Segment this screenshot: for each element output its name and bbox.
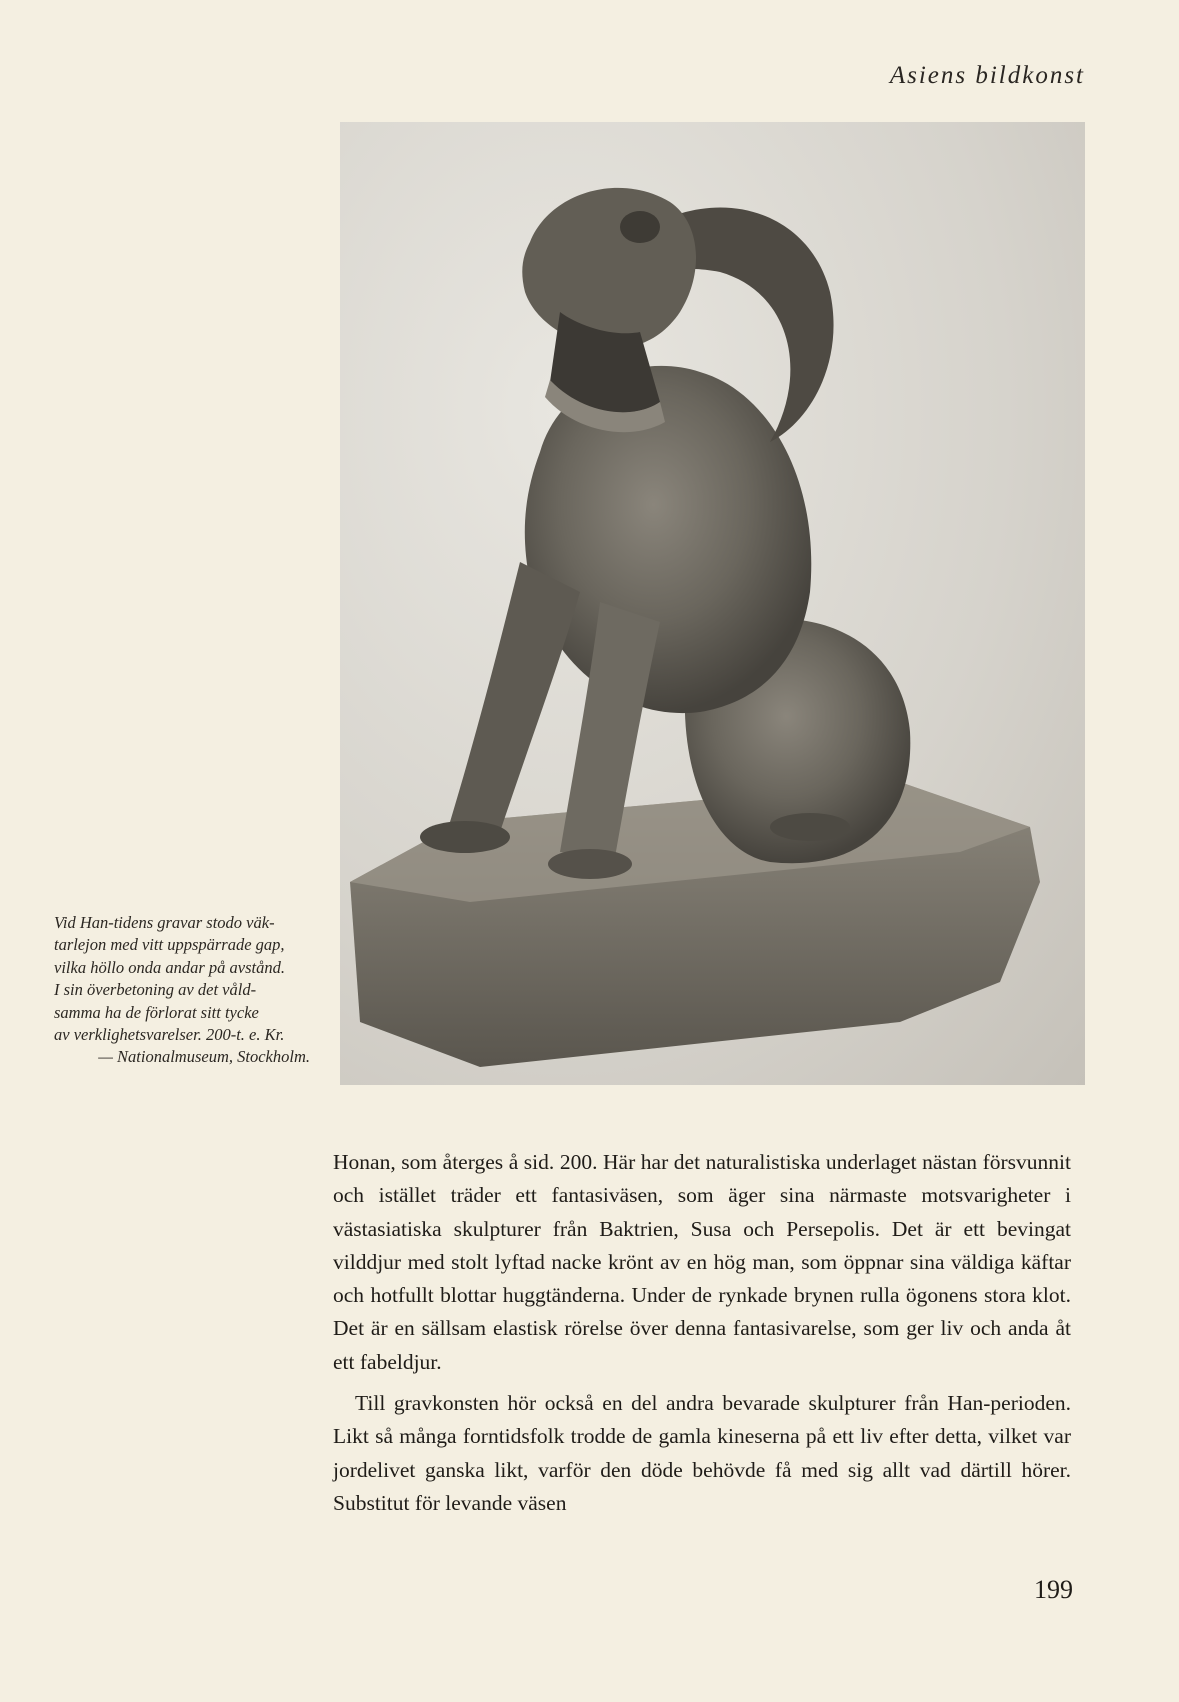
caption-line: vilka höllo onda andar på avstånd.: [54, 957, 285, 977]
paragraph: Till gravkonsten hör också en del andra bevarade skulpturer från Han-perioden. Likt så många forntidsfolk trodde de gamla kineserna på ett liv efter detta, vilket var jordelivet ganska likt, varför den döde behövde få med sig allt vad därtill hörer. Substitut för levande väsen: [333, 1391, 1071, 1515]
page-number: 199: [1034, 1575, 1073, 1604]
figure-caption: [54, 912, 310, 1069]
caption-line: I sin överbetoning av det våld-: [54, 980, 257, 1000]
caption-line: av verklighetsvarelser. 200-t. e. Kr.: [54, 1025, 285, 1045]
paragraph: Honan, som återges å sid. 200. Här har det naturalistiska underlaget nästan försvunnit och istället träder ett fantasiväsen, som äger sina närmaste motsvarigheter i västasiatiska skulpturer från Baktrien, Susa och Persepolis. Det är ett bevingat vilddjur med stolt lyftad nacke krönt av en hög man, som öppnar sina väldiga käftar och hotfullt blottar huggtänderna. Under de rynkade brynen rulla ögonens stora klot. Det är en sällsam elastisk rörelse över denna fantasivarelse, som ger liv och anda åt ett fabeldjur.: [333, 1150, 1071, 1374]
caption-line: samma ha de förlorat sitt tycke: [54, 1002, 259, 1022]
caption-line: — Nationalmuseum, Stockholm.: [98, 1047, 310, 1067]
caption-line: Vid Han-tidens gravar stodo väk-: [54, 913, 275, 932]
caption-line: tarlejon med vitt uppspärrade gap,: [54, 935, 285, 955]
running-header: Asiens bildkonst: [889, 62, 1085, 89]
lion-sculpture-image: [340, 122, 1085, 1085]
sculpture-photograph: [340, 122, 1085, 1085]
body-text: [333, 1146, 1071, 1520]
